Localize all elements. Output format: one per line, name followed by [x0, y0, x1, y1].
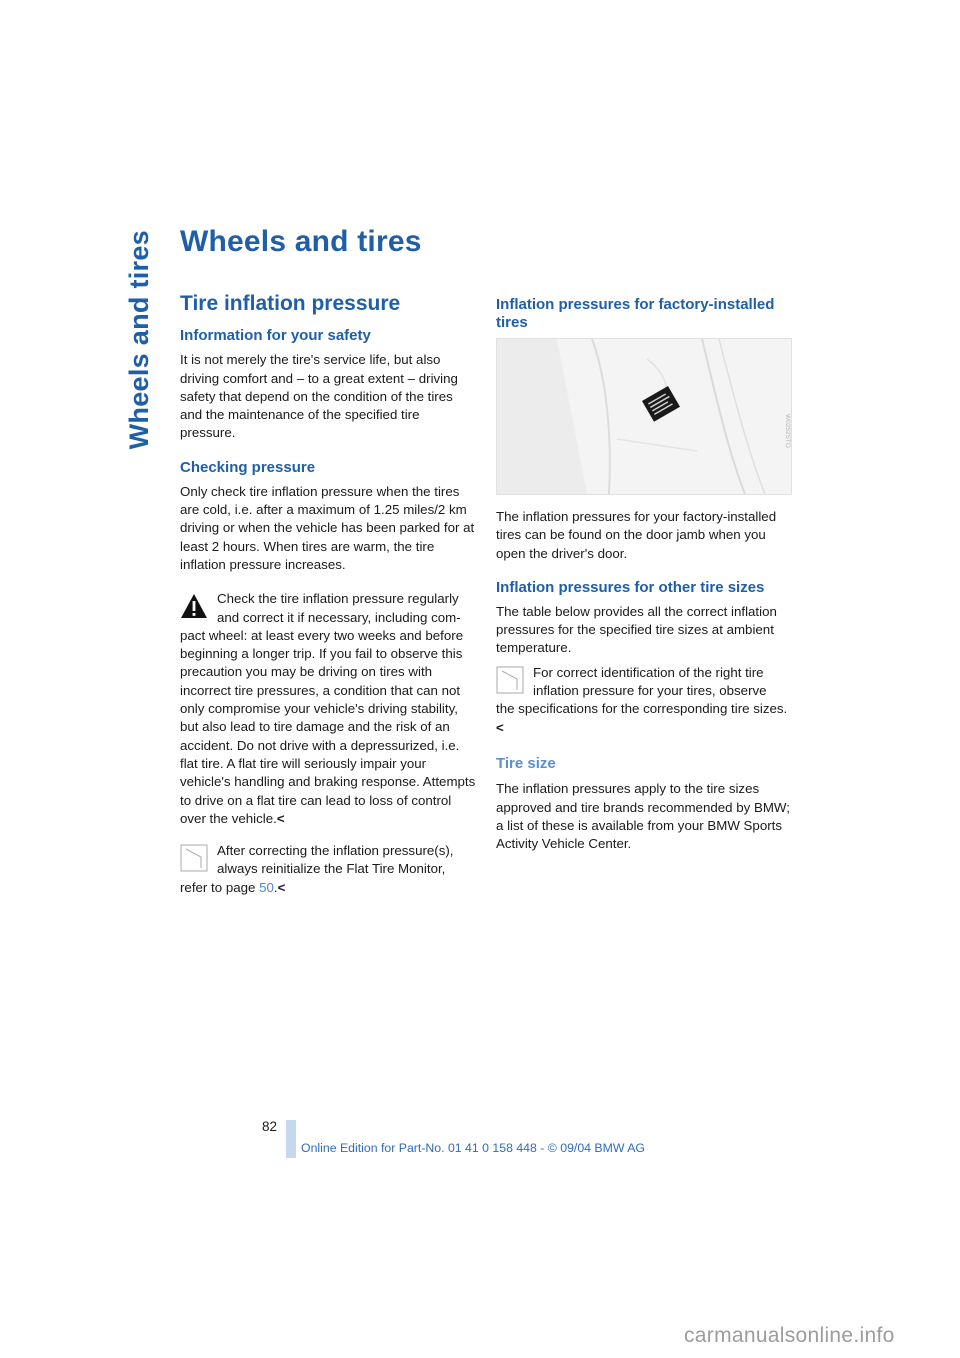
side-tab: [100, 230, 160, 570]
warning-rest: pact wheel: at least every two weeks and before beginning a longer trip. If you fail to observe this precaution you may be driving on tires with incorrect tire pressures, a condition that can not only compromise your vehicle's driving stability, but also lead to tire damage and the risk of an accident. Do not drive with a depressurized, i.e. flat tire. A flat tire will seriously impair your vehicle's handling and braking response. Attempts to drive on a flat tire can lead to loss of control over the vehicle.: [180, 627, 476, 826]
page-reference-link[interactable]: 50: [259, 879, 274, 895]
safety-paragraph: It is not merely the tire's service life, but also driving comfort and – to a great extent – driving safety that depend on the condition of the tires and the maintenance of the specified tire pressure.: [180, 352, 458, 441]
identification-note-rest: the specifications for the corresponding tire sizes.: [496, 701, 788, 717]
tire-size-heading: Tire size: [496, 754, 556, 772]
edition-footer: Online Edition for Part-No. 01 41 0 158 448 - © 09/04 BMW AG: [301, 1141, 645, 1155]
end-mark: <: [277, 879, 286, 895]
other-sizes-heading: Inflation pressures for other tire sizes: [496, 578, 765, 596]
section-title: Tire inflation pressure: [180, 292, 401, 315]
warning-note: [180, 590, 476, 828]
page-number: 82: [262, 1119, 278, 1134]
info-note: After correcting the inflation pressure(s), always reinitialize the Flat Tire Monitor, refer to page 50.<: [180, 842, 476, 897]
checking-paragraph: Only check tire inflation pressure when the tires are cold, i.e. after a maximum of 1.25 miles/2 km driving or when the vehicle has been parked for at least 2 hours. When tires are warm, the tire inflation pressure increases.: [180, 483, 475, 572]
note-icon: [180, 844, 208, 872]
safety-heading: Information for your safety: [180, 327, 371, 345]
warning-lead: Check the tire inflation pressure regularly and correct it if necessary, including com-: [217, 591, 461, 625]
page-title: Wheels and tires: [180, 225, 422, 258]
info-note-lead: After correcting the inflation pressure(s), always reinitialize the Flat Tire Monitor,: [217, 843, 454, 877]
watermark: carmanualsonline.info: [684, 1324, 895, 1347]
door-jamb-illustration: [497, 339, 791, 494]
door-jamb-photo: [496, 338, 792, 495]
left-column: [180, 292, 476, 911]
end-mark: <: [496, 719, 504, 735]
side-tab-label: Wheels and tires: [124, 230, 154, 450]
factory-paragraph: The inflation pressures for your factory-installed tires can be found on the door jamb when you open the driver's door.: [496, 509, 777, 561]
identification-note-lead: For correct identification of the right tire inflation pressure for your tires, observe: [533, 664, 767, 699]
warning-triangle-icon: [180, 592, 208, 620]
factory-heading: Inflation pressures for factory-installed tires: [496, 296, 775, 331]
note-icon: [496, 666, 524, 694]
image-code: W0252STO: [784, 414, 791, 448]
footer-bar: [286, 1120, 296, 1158]
info-note-rest: refer to page: [180, 879, 256, 895]
other-sizes-paragraph: The table below provides all the correct inflation pressures for the specified tire sizes at ambient temperature.: [496, 603, 777, 656]
identification-note: [496, 664, 792, 737]
right-column: [496, 296, 792, 869]
tire-size-paragraph: The inflation pressures apply to the tire sizes approved and tire brands recommended by BMW; a list of these is available from your BMW Sports Activity Vehicle Center.: [496, 781, 790, 852]
end-mark: <: [276, 810, 285, 826]
checking-heading: Checking pressure: [180, 458, 316, 476]
